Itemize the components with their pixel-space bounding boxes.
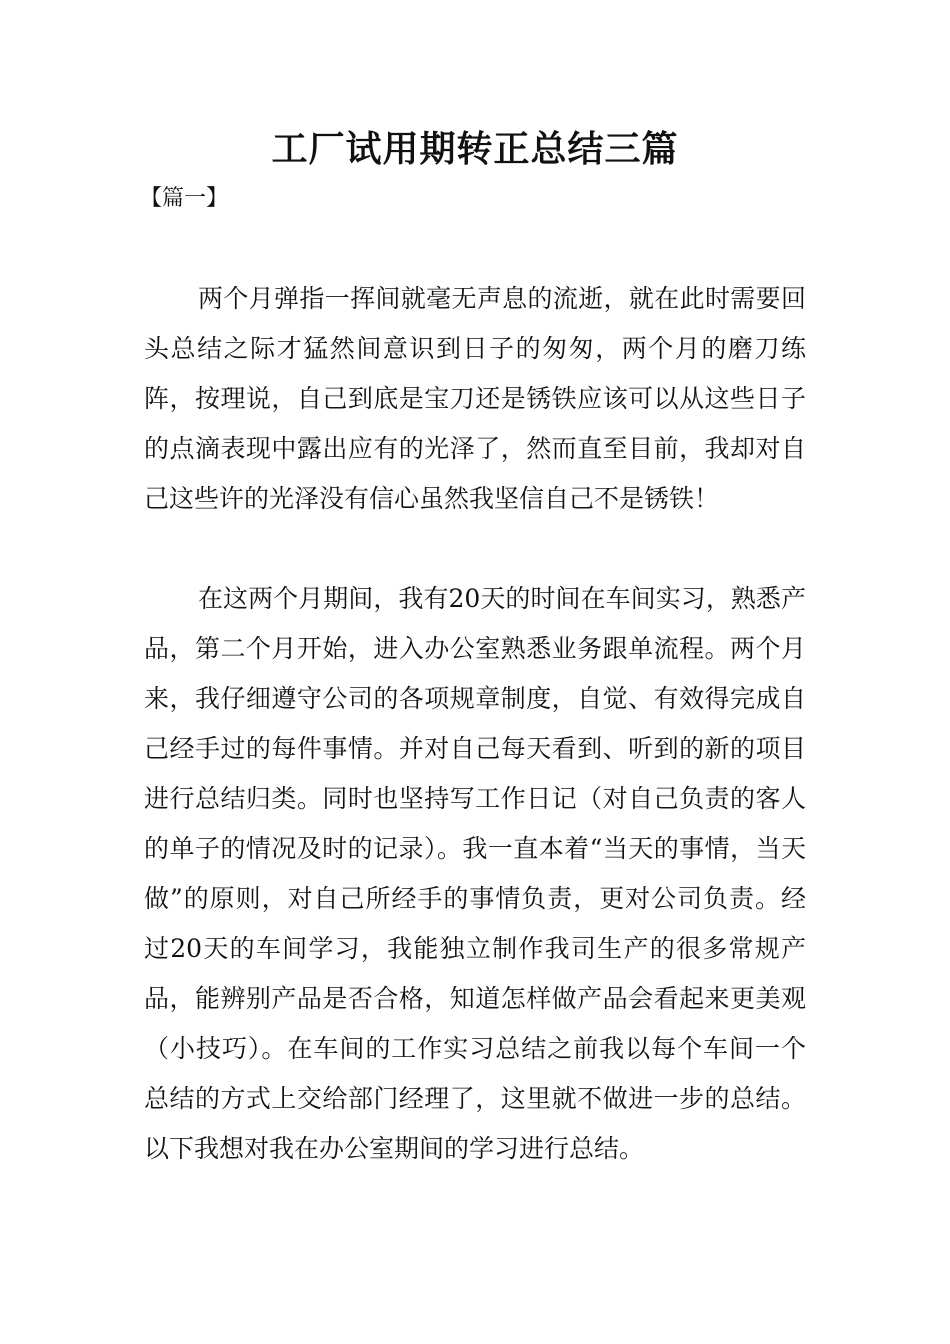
paragraph-2: 在这两个月期间，我有20天的时间在车间实习，熟悉产品，第二个月开始，进入办公室熟悉业务跟单流程。两个月来，我仔细遵守公司的各项规章制度，自觉、有效得完成自己经手过的每件事情。并对自己每天看到、听到的新的项目进行总结归类。同时也坚持写工作日记（对自己负责的客人的单子的情况及时的记录）。我一直本着“当天的事情，当天做”的原则，对自己所经手的事情负责，更对公司负责。经过20天的车间学习，我能独立制作我司生产的很多常规产品，能辨别产品是否合格，知道怎样做产品会看起来更美观（小技巧）。在车间的工作实习总结之前我以每个车间一个总结的方式上交给部门经理了，这里就不做进一步的总结。以下我想对我在办公室期间的学习进行总结。: [144, 584, 806, 1163]
paragraph-1: 两个月弹指一挥间就毫无声息的流逝，就在此时需要回头总结之际才猛然间意识到日子的匆匆，两个月的磨刀练阵，按理说，自己到底是宝刀还是锈铁应该可以从这些日子的点滴表现中露出应有的光泽了，然而直至目前，我却对自己这些许的光泽没有信心虽然我坚信自己不是锈铁！: [144, 284, 806, 513]
section-label: 【篇一】: [140, 186, 229, 211]
document-title: 工厂试用期转正总结三篇: [271, 129, 679, 170]
